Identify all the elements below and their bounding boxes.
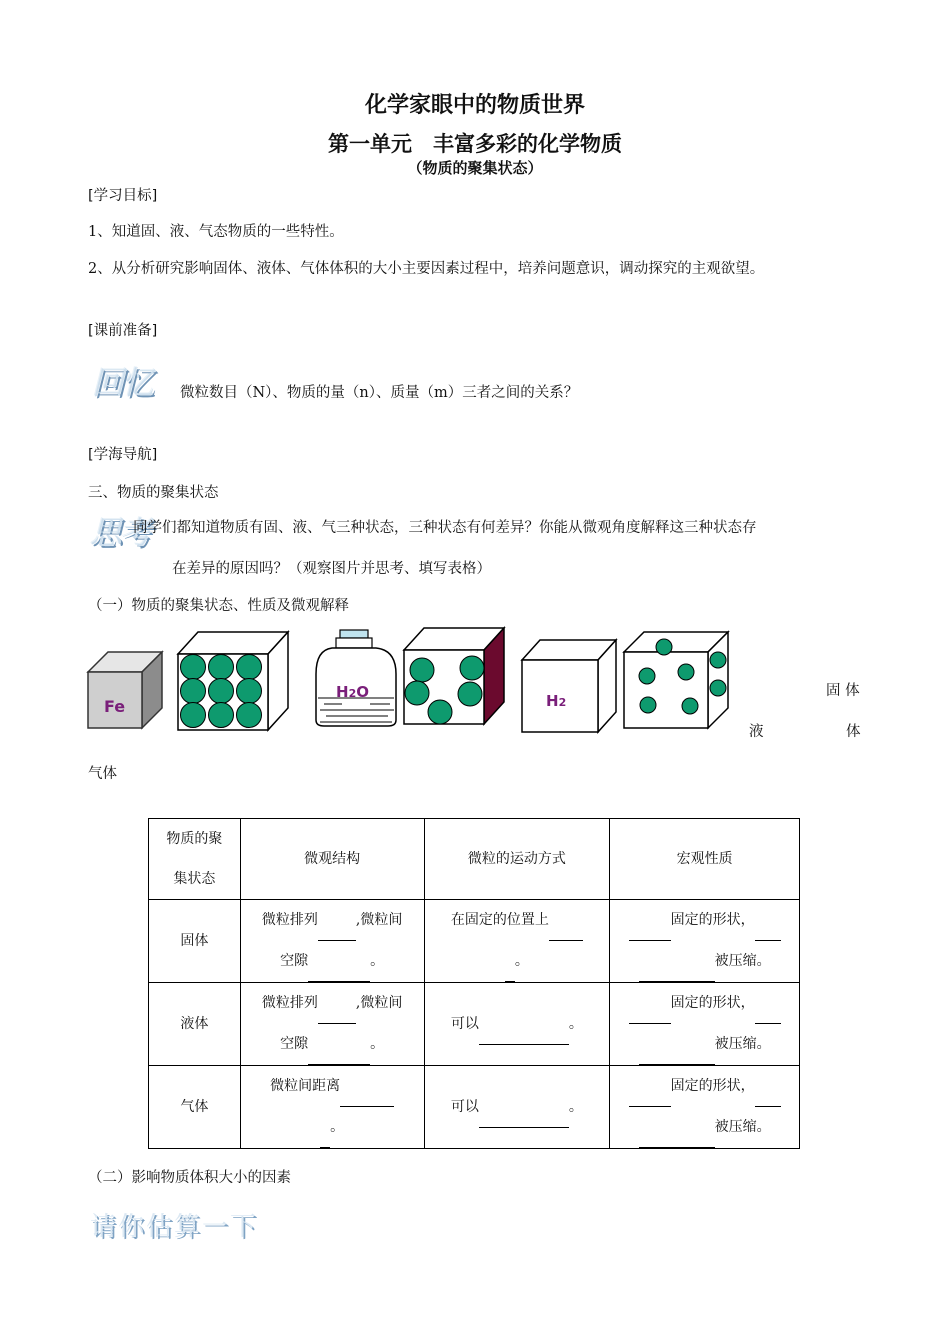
prep-question: 微粒数目（N）、物质的量（n）、质量（m）三者之间的关系？ xyxy=(180,385,579,401)
particle xyxy=(181,655,206,680)
blank[interactable] xyxy=(629,983,671,1024)
macro-gas: 固定的形状， 被压缩。 xyxy=(610,1066,800,1149)
recall-stamp: 回忆 xyxy=(92,364,153,402)
state-solid: 固体 xyxy=(149,900,241,983)
h2o-o: O xyxy=(356,683,369,701)
particle xyxy=(209,703,234,728)
header-macro: 宏观性质 xyxy=(610,819,800,900)
macro-solid: 固定的形状， 被压缩。 xyxy=(610,900,800,983)
table-row xyxy=(149,1066,800,1149)
blank[interactable] xyxy=(479,1004,569,1045)
micro-liquid: 微粒排列 ,微粒间 空隙 。 xyxy=(240,983,424,1066)
h2-label xyxy=(546,692,566,710)
objectives-heading: [学习目标] xyxy=(88,188,158,204)
subtitle: （物质的聚集状态） xyxy=(407,159,543,177)
particle xyxy=(710,680,726,696)
blank[interactable] xyxy=(639,1024,715,1065)
blank[interactable] xyxy=(549,900,583,941)
particle xyxy=(405,681,429,705)
part1-heading: （一）物质的聚集状态、性质及微观解释 xyxy=(88,598,349,614)
state-gas: 气体 xyxy=(149,1066,241,1149)
label-solid: 固 体 xyxy=(826,683,860,699)
table-row xyxy=(149,900,800,983)
micro-solid: 微粒排列 ,微粒间 空隙 。 xyxy=(240,900,424,983)
blank[interactable] xyxy=(505,941,515,982)
label-liquid-2: 体 xyxy=(846,724,861,740)
think-line-2: 在差异的原因吗？（观察图片并思考、填写表格） xyxy=(172,561,491,577)
blank[interactable] xyxy=(308,941,370,982)
particle xyxy=(656,639,672,655)
h2o-h: H xyxy=(336,683,349,701)
particle xyxy=(458,682,482,706)
fe-cube xyxy=(88,652,162,728)
particle xyxy=(640,697,656,713)
unit-title: 第一单元 丰富多彩的化学物质 xyxy=(328,132,622,156)
particle xyxy=(181,679,206,704)
blank[interactable] xyxy=(308,1024,370,1065)
particle xyxy=(710,652,726,668)
h2o-sub: 2 xyxy=(348,687,357,700)
blank[interactable] xyxy=(318,900,356,941)
objective-2: 2、从分析研究影响固体、液体、气体体积的大小主要因素过程中，培养问题意识，调动探究的主观欲望。 xyxy=(88,261,765,277)
blank[interactable] xyxy=(629,900,671,941)
h2o-label xyxy=(336,683,369,701)
particle xyxy=(237,679,262,704)
h2-cube xyxy=(522,640,616,732)
blank[interactable] xyxy=(755,983,781,1024)
objective-1: 1、知道固、液、气态物质的一些特性。 xyxy=(88,224,344,240)
state-liquid: 液体 xyxy=(149,983,241,1066)
think-stamp: 思考 xyxy=(90,514,151,552)
h2-sub: 2 xyxy=(558,696,567,709)
blank[interactable] xyxy=(755,900,781,941)
motion-solid: 在固定的位置上 。 xyxy=(424,900,610,983)
solid-particles xyxy=(181,655,262,728)
blank[interactable] xyxy=(639,941,715,982)
particle xyxy=(410,658,434,682)
header-micro: 微观结构 xyxy=(240,819,424,900)
water-bottle xyxy=(316,630,396,726)
blank[interactable] xyxy=(639,1107,715,1148)
prep-heading: [课前准备] xyxy=(88,323,158,339)
motion-liquid: 可以 。 xyxy=(424,983,610,1066)
blank[interactable] xyxy=(340,1066,394,1107)
part2-heading: （二）影响物质体积大小的因素 xyxy=(88,1170,291,1186)
particle xyxy=(237,655,262,680)
blank[interactable] xyxy=(318,983,356,1024)
particle xyxy=(460,656,484,680)
states-table xyxy=(148,818,800,1149)
states-figure xyxy=(80,620,740,738)
guide-heading: [学海导航] xyxy=(88,447,158,463)
particle xyxy=(428,700,452,724)
h2-h: H xyxy=(546,692,559,710)
particle xyxy=(237,703,262,728)
label-liquid-1: 液 xyxy=(749,724,764,740)
header-state: 物质的聚 集状态 xyxy=(149,819,241,900)
section-title: 三、物质的聚集状态 xyxy=(88,485,219,501)
fe-label: Fe xyxy=(104,697,126,716)
particle xyxy=(678,664,694,680)
blank[interactable] xyxy=(755,1066,781,1107)
estimate-stamp: 请你估算一下 xyxy=(90,1212,259,1242)
table-row xyxy=(149,983,800,1066)
micro-gas: 微粒间距离 。 xyxy=(240,1066,424,1149)
motion-gas: 可以 。 xyxy=(424,1066,610,1149)
particle xyxy=(181,703,206,728)
page-title: 化学家眼中的物质世界 xyxy=(364,93,585,118)
header-motion: 微粒的运动方式 xyxy=(424,819,610,900)
blank[interactable] xyxy=(320,1107,330,1148)
blank[interactable] xyxy=(479,1087,569,1128)
table-header-row xyxy=(149,819,800,900)
particle xyxy=(209,655,234,680)
particle xyxy=(682,698,698,714)
label-gas: 气体 xyxy=(88,766,117,782)
blank[interactable] xyxy=(629,1066,671,1107)
macro-liquid: 固定的形状， 被压缩。 xyxy=(610,983,800,1066)
think-line-1: 同学们都知道物质有固、液、气三种状态，三种状态有何差异？你能从微观角度解释这三种状态存 xyxy=(133,520,757,536)
particle xyxy=(639,668,655,684)
particle xyxy=(209,679,234,704)
